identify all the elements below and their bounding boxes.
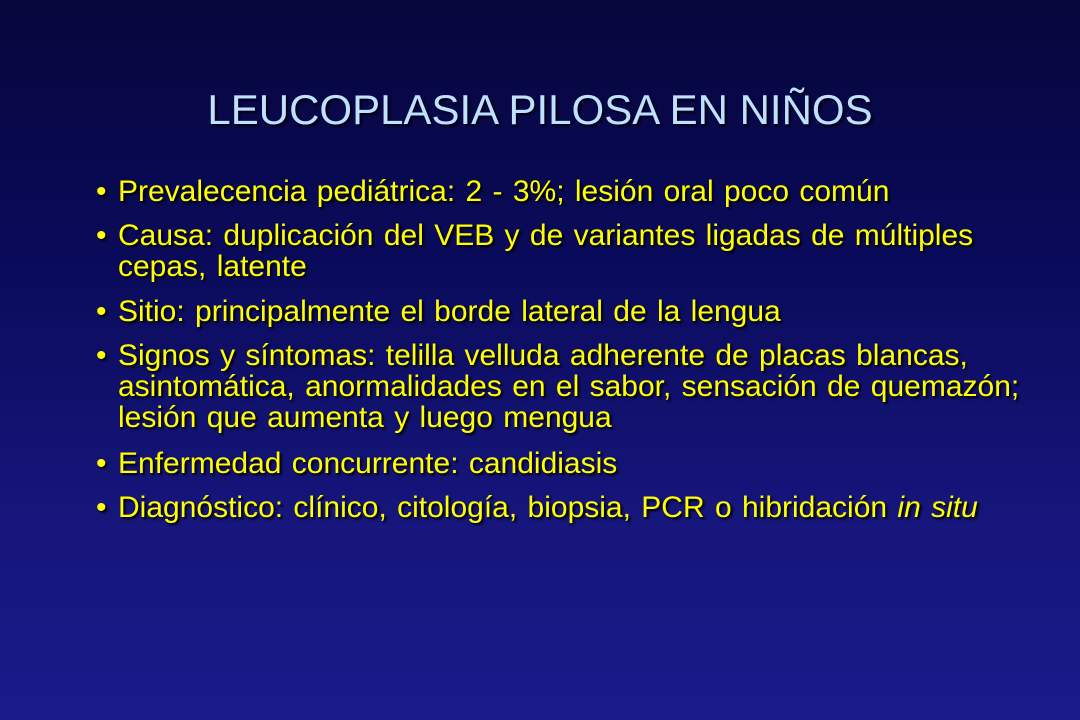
bullet-italic-text: in situ	[897, 491, 978, 524]
bullet-item	[96, 340, 1070, 433]
bullet-text: Prevalecencia pediátrica: 2 - 3%; lesión oral poco común	[118, 175, 890, 208]
bullet-item	[96, 176, 1070, 207]
bullet-text: Diagnóstico: clínico, citología, biopsia, PCR o hibridación	[118, 491, 898, 524]
bullet-item	[96, 492, 1070, 523]
bullet-list	[96, 176, 1070, 534]
slide-title: LEUCOPLASIA PILOSA EN NIÑOS	[207, 86, 873, 133]
bullet-text: Sitio: principalmente el borde lateral de la lengua	[118, 295, 781, 328]
bullet-text: Signos y síntomas: telilla velluda adherente de placas blancas, asintomática, anormalidades en el sabor, sensación de quemazón; lesión que aumenta y luego mengua	[118, 339, 1020, 434]
bullet-item	[96, 220, 1070, 282]
bullet-item	[96, 296, 1070, 327]
bullet-text: Causa: duplicación del VEB y de variantes ligadas de múltiples cepas, latente	[118, 219, 974, 283]
bullet-text: Enfermedad concurrente: candidiasis	[118, 447, 618, 480]
bullet-item	[96, 448, 1070, 479]
